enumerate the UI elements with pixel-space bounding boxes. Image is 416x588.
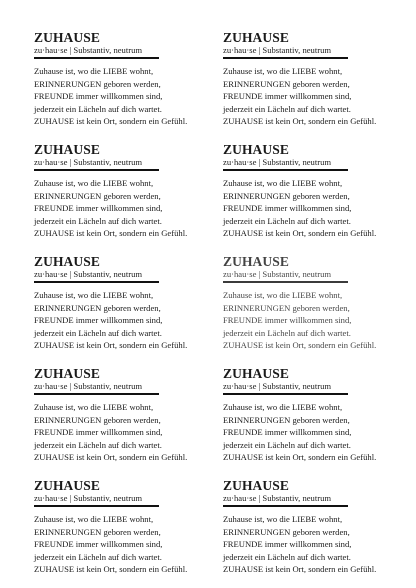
card-line: Zuhause ist, wo die LIEBE wohnt, [223,514,343,524]
card-title: ZUHAUSE [223,142,289,157]
card-line: Zuhause ist, wo die LIEBE wohnt, [34,178,154,188]
card-line: ZUHAUSE ist kein Ort, sondern ein Gefühl. [34,452,188,463]
card-8 [223,254,403,352]
card-line: FREUNDE immer willkommen sind, [223,539,352,550]
card-line: FREUNDE immer willkommen sind, [34,203,163,214]
card-line: ZUHAUSE ist kein Ort, sondern ein Gefühl. [223,564,377,575]
card-9 [223,366,403,464]
card-grammar: zu·hau·se | Substantiv, neutrum [34,45,143,55]
card-line: jederzeit ein Lächeln auf dich wartet. [223,103,351,114]
card-line: Zuhause ist, wo die LIEBE wohnt, [223,178,343,188]
card-line: jederzeit ein Lächeln auf dich wartet. [34,551,162,562]
card-line: ZUHAUSE ist kein Ort, sondern ein Gefühl. [223,452,377,463]
card-line: ERINNERUNGEN geboren werden, [34,78,161,89]
card-title: ZUHAUSE [34,254,100,269]
card-line: Zuhause ist, wo die LIEBE wohnt, [223,402,343,412]
card-line: ERINNERUNGEN geboren werden, [223,190,350,201]
card-line: jederzeit ein Lächeln auf dich wartet. [34,103,162,114]
card-grammar: zu·hau·se | Substantiv, neutrum [34,157,143,167]
card-grammar: zu·hau·se | Substantiv, neutrum [223,493,332,503]
card-2 [34,142,214,240]
divider [34,505,159,507]
divider [34,57,159,59]
card-line: FREUNDE immer willkommen sind, [34,315,163,326]
card-line: ERINNERUNGEN geboren werden, [223,526,350,537]
card-line: FREUNDE immer willkommen sind, [34,427,163,438]
divider [223,57,348,59]
card-line: ZUHAUSE ist kein Ort, sondern ein Gefühl. [223,116,377,127]
card-line: jederzeit ein Lächeln auf dich wartet. [223,215,351,226]
card-line: jederzeit ein Lächeln auf dich wartet. [223,551,351,562]
divider [34,281,159,283]
card-line: FREUNDE immer willkommen sind, [223,315,352,326]
card-line: ERINNERUNGEN geboren werden, [223,302,350,313]
card-grammar: zu·hau·se | Substantiv, neutrum [223,381,332,391]
card-line: ZUHAUSE ist kein Ort, sondern ein Gefühl. [34,340,188,351]
card-line: ERINNERUNGEN geboren werden, [34,526,161,537]
card-line: ZUHAUSE ist kein Ort, sondern ein Gefühl. [223,228,377,239]
card-grammar: zu·hau·se | Substantiv, neutrum [34,269,143,279]
card-line: FREUNDE immer willkommen sind, [223,427,352,438]
card-line: ERINNERUNGEN geboren werden, [223,78,350,89]
card-grammar: zu·hau·se | Substantiv, neutrum [223,45,332,55]
card-line: Zuhause ist, wo die LIEBE wohnt, [223,290,343,300]
card-line: FREUNDE immer willkommen sind, [34,539,163,550]
divider [223,281,348,283]
card-7 [223,142,403,240]
card-grammar: zu·hau·se | Substantiv, neutrum [223,269,332,279]
card-line: ZUHAUSE ist kein Ort, sondern ein Gefühl. [34,564,188,575]
card-line: jederzeit ein Lächeln auf dich wartet. [34,215,162,226]
card-title: ZUHAUSE [223,478,289,493]
divider [223,169,348,171]
card-line: ZUHAUSE ist kein Ort, sondern ein Gefühl. [223,340,377,351]
card-3 [34,254,214,352]
divider [34,169,159,171]
card-title: ZUHAUSE [34,366,100,381]
card-line: FREUNDE immer willkommen sind, [34,91,163,102]
card-line: jederzeit ein Lächeln auf dich wartet. [223,439,351,450]
card-grammar: zu·hau·se | Substantiv, neutrum [34,493,143,503]
card-title: ZUHAUSE [34,478,100,493]
card-4 [34,366,214,464]
card-line: Zuhause ist, wo die LIEBE wohnt, [34,66,154,76]
card-10 [223,478,403,576]
card-line: ERINNERUNGEN geboren werden, [223,414,350,425]
card-line: jederzeit ein Lächeln auf dich wartet. [34,439,162,450]
divider [223,505,348,507]
card-line: jederzeit ein Lächeln auf dich wartet. [223,327,351,338]
card-5 [34,478,214,576]
card-line: ZUHAUSE ist kein Ort, sondern ein Gefühl. [34,228,188,239]
card-line: Zuhause ist, wo die LIEBE wohnt, [223,66,343,76]
card-line: jederzeit ein Lächeln auf dich wartet. [34,327,162,338]
card-line: ERINNERUNGEN geboren werden, [34,302,161,313]
card-line: ERINNERUNGEN geboren werden, [34,190,161,201]
card-6 [223,30,403,128]
divider [34,393,159,395]
card-title: ZUHAUSE [34,142,100,157]
card-line: ERINNERUNGEN geboren werden, [34,414,161,425]
card-line: ZUHAUSE ist kein Ort, sondern ein Gefühl. [34,116,188,127]
divider [223,393,348,395]
card-line: Zuhause ist, wo die LIEBE wohnt, [34,402,154,412]
card-line: Zuhause ist, wo die LIEBE wohnt, [34,290,154,300]
card-title: ZUHAUSE [223,366,289,381]
card-title: ZUHAUSE [223,30,289,45]
card-line: FREUNDE immer willkommen sind, [223,203,352,214]
card-title: ZUHAUSE [34,30,100,45]
card-title: ZUHAUSE [223,254,289,269]
card-line: FREUNDE immer willkommen sind, [223,91,352,102]
card-1 [34,30,214,128]
card-grammar: zu·hau·se | Substantiv, neutrum [223,157,332,167]
card-line: Zuhause ist, wo die LIEBE wohnt, [34,514,154,524]
card-grammar: zu·hau·se | Substantiv, neutrum [34,381,143,391]
